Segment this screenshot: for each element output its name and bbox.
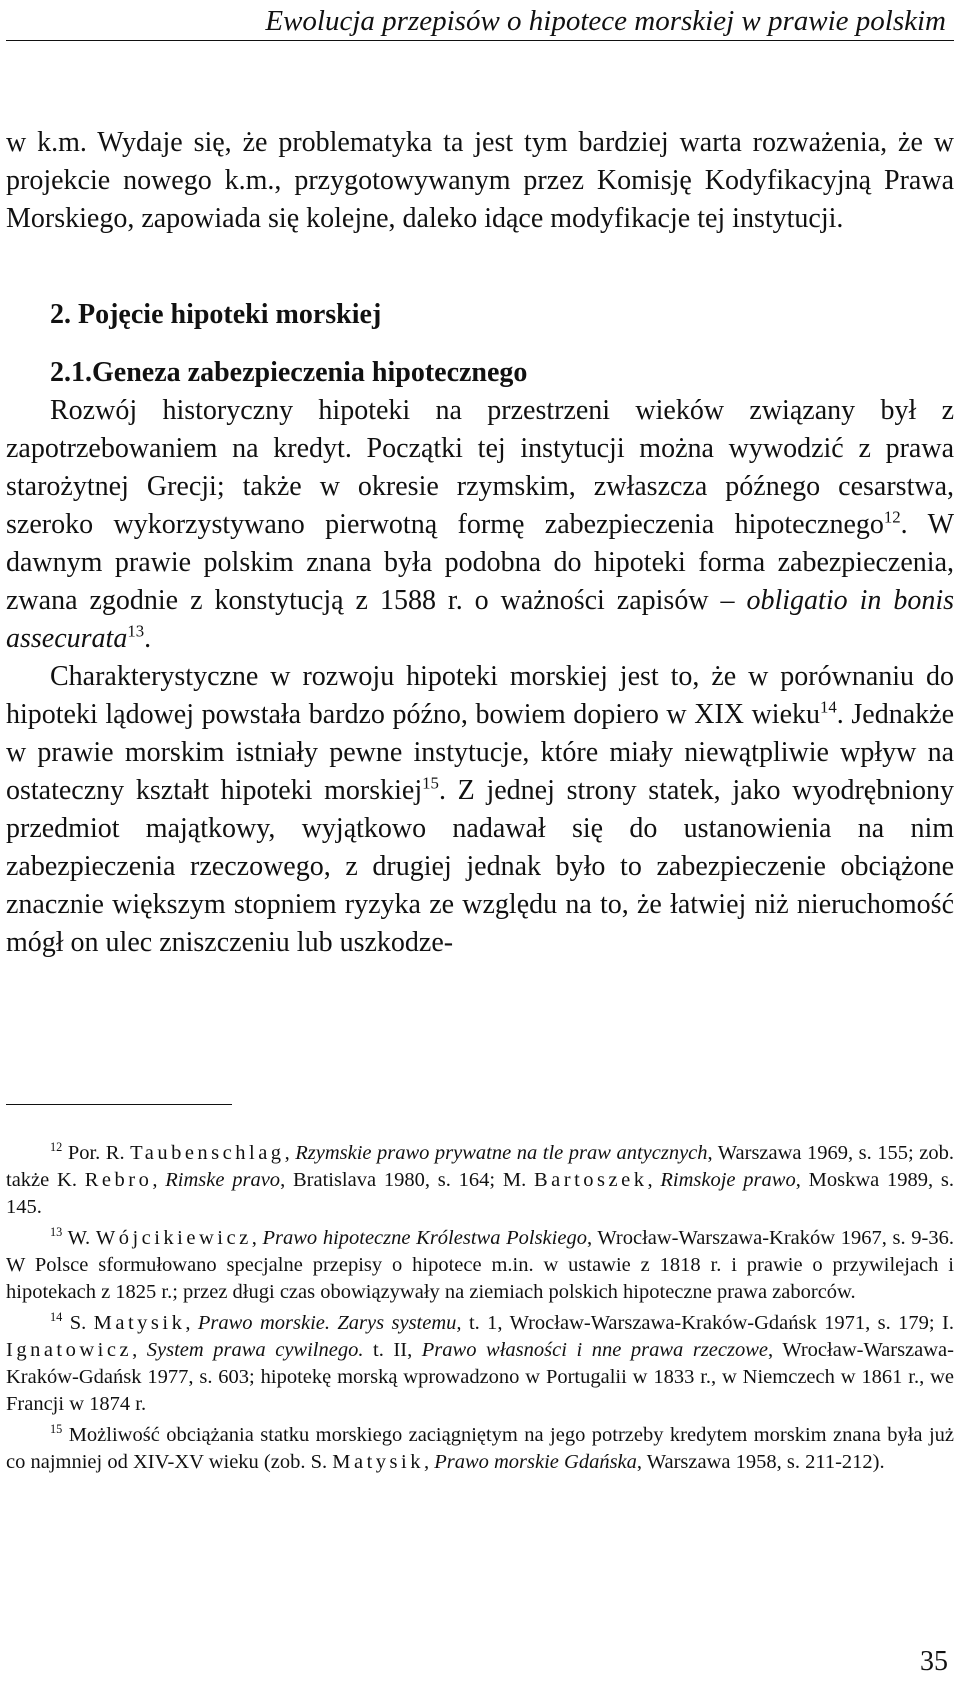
author-name: Rebro [84, 1169, 153, 1191]
footnote-12 [6, 1140, 954, 1221]
footnote-13 [6, 1225, 954, 1306]
section-heading: 2. Pojęcie hipoteki morskiej [50, 299, 382, 330]
footnote-text: , [284, 1142, 296, 1164]
header-rule [6, 40, 954, 41]
paragraph-text: Charakterystyczne w rozwoju hipoteki morskiej jest to, że w porównaniu do hipoteki lądowej powstała bardzo późno, bowiem dopiero w XIX wieku [6, 661, 954, 730]
footnote-number: 13 [50, 1225, 63, 1240]
footnote-text: , Warszawa 1969, s. 155; zob. także K. [6, 1142, 954, 1191]
footnote-text: , Warszawa 1958, s. 211-212). [636, 1451, 885, 1473]
footnote-text: , [185, 1312, 198, 1334]
footnote-text: Por. R. [62, 1142, 131, 1164]
work-title: Prawo morskie. Zarys systemu, [197, 1312, 462, 1334]
footnote-text: S. [62, 1312, 94, 1334]
footnote-separator [6, 1104, 232, 1105]
footnote-text: , Wrocław-Warszawa-Kraków-Gdańsk 1977, s. 603; hipotekę morską wprowadzono w Portugalii w 1833 r., w Niemczech w 1861 r., we Francji w 1874 r. [6, 1339, 954, 1415]
running-header [0, 0, 960, 42]
latin-term: obligatio in bonis assecurata [6, 585, 954, 654]
paragraph-text: Rozwój historyczny hipoteki na przestrzeni wieków związany był z zapotrzebowaniem na kredyt. Początki tej instytucji można wywodzić z prawa starożytnej Grecji; także w okresie rzymskim, zwłaszcza późnego cesarstwa, szeroko wykorzystywano pierwotną formę zabezpieczenia hipotecznego [6, 395, 954, 540]
subsection-heading: 2.1.Geneza zabezpieczenia hipotecznego [50, 357, 528, 388]
footnote-text: Możliwość obciążania statku morskiego zaciągniętym na jego potrzeby kredytem morskim znana była już co najmniej od XIV-XV wieku (zob. S. [6, 1424, 954, 1473]
intro-paragraph: w k.m. Wydaje się, że problematyka ta jest tym bardziej warta rozważenia, że w projekcie nowego k.m., przygotowywanym przez Komisję Kodyfikacyjną Prawa Morskiego, zapowiada się kolejne, daleko idące modyfikacje tej instytucji. [6, 127, 954, 234]
footnote-text: t. 1, Wrocław-Warszawa-Kraków-Gdańsk 1971, s. 179; I. [461, 1312, 954, 1334]
paragraph-text: . W dawnym prawie polskim znana była podobna do hipoteki forma zabezpieczenia, zwana zgodnie z konstytucją z 1588 r. o ważności zapisów – [6, 509, 954, 616]
author-name: Ignatowicz [6, 1339, 133, 1361]
footnote-number: 14 [50, 1310, 63, 1325]
footnote-text: W. [62, 1227, 96, 1249]
work-title: Prawo morskie Gdańska [434, 1451, 637, 1473]
footnote-text: , Wrocław-Warszawa-Kraków 1967, s. 9-36. W Polsce sformułowano specjalne przepisy o hipotece m.in. w ustawie z 1818 r. i prawie o przywilejach i hipotekach z 1825 r.; przez długi czas obowiązywały na ziemiach polskich hipoteczne prawa zaborców. [6, 1227, 954, 1303]
page-number: 35 [920, 1646, 948, 1677]
footnote-text: , [132, 1339, 147, 1361]
footnote-number: 12 [50, 1140, 63, 1155]
footnote-text: , Moskwa 1989, s. 145. [6, 1169, 955, 1218]
footnote-ref: 14 [820, 697, 837, 717]
footnote-text: , [423, 1451, 435, 1473]
author-name: Matysik [93, 1312, 186, 1334]
author-name: Wójcikiewicz [95, 1227, 252, 1249]
author-name: Bartoszek [534, 1169, 648, 1191]
work-title: Rimskoje prawo [660, 1169, 796, 1191]
footnote-15 [6, 1422, 954, 1476]
footnote-ref: 12 [883, 507, 901, 527]
paragraph-text: . [144, 623, 152, 654]
work-title: Rzymskie prawo prywatne na tle praw antycznych [295, 1142, 708, 1164]
paragraph-maritime [6, 658, 954, 962]
footnote-text: , [251, 1227, 263, 1249]
main-text [6, 124, 954, 962]
work-title: Prawo własności i nne prawa rzeczowe [421, 1339, 768, 1361]
footnotes [6, 1140, 954, 1480]
work-title: Rimske pravo [165, 1169, 281, 1191]
footnote-text: , [152, 1169, 166, 1191]
footnote-14 [6, 1310, 954, 1418]
author-name: Matysik [332, 1451, 424, 1473]
footnote-number: 15 [50, 1422, 63, 1437]
paragraph-origins [6, 392, 954, 658]
footnote-text: , Bratislava 1980, s. 164; M. [280, 1169, 534, 1191]
author-name: Taubenschlag [130, 1142, 285, 1164]
paragraph-text: . Jednakże w prawie morskim istniały pewne instytucje, które miały niewątpliwie wpływ na ostateczny kształt hipoteki morskiej [6, 699, 954, 806]
running-title: Ewolucja przepisów o hipotece morskiej w prawie polskim [265, 5, 946, 37]
footnote-text: t. II, [363, 1339, 422, 1361]
work-title: Prawo hipoteczne Królestwa Polskiego [262, 1227, 587, 1249]
paragraph-text: . Z jednej strony statek, jako wyodrębniony przedmiot majątkowy, wyjątkowo nadawał się do ustanowienia na nim zabezpieczenia rzeczowego, z drugiej jednak było to zabezpieczenie obciążone znacznie większym stopniem ryzyka ze względu na to, że łatwiej niż nieruchomość mógł on ulec zniszczeniu lub uszkodze- [6, 775, 954, 958]
work-title: System prawa cywilnego. [146, 1339, 364, 1361]
footnote-ref: 15 [422, 773, 439, 793]
footnote-text: , [647, 1169, 661, 1191]
footnote-ref: 13 [127, 621, 145, 641]
